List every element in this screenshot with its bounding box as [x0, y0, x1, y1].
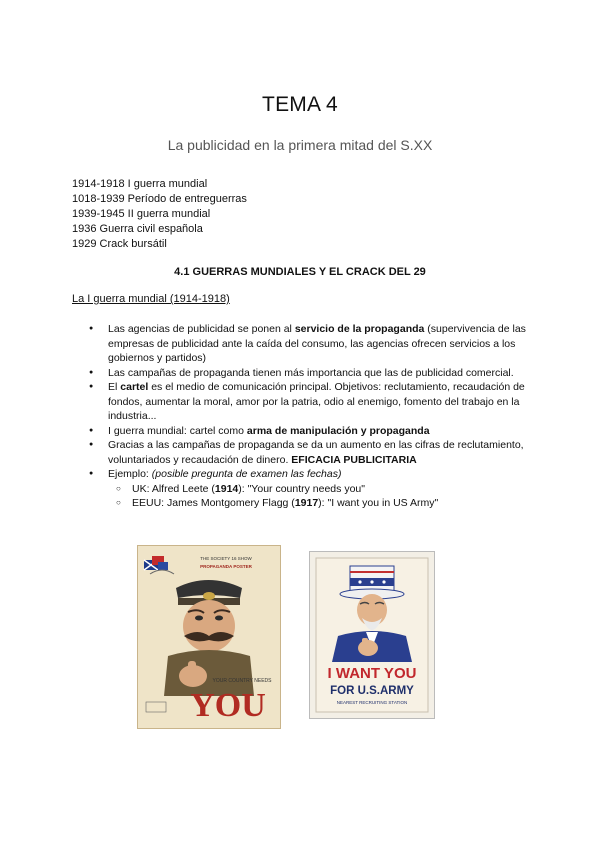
sub-bullet-text: UK: Alfred Leete ( [132, 482, 215, 495]
bullet-italic: (posible pregunta de examen las fechas) [151, 468, 342, 480]
sub-bullet-list [108, 482, 532, 511]
poster-us-line2: FOR U.S.ARMY [330, 685, 414, 697]
poster-us-line3: NEAREST RECRUITING STATION [336, 700, 408, 705]
bullet-text: I guerra mundial: cartel como [108, 424, 247, 437]
bullet-bold: EFICACIA PUBLICITARIA [291, 453, 417, 466]
page-subtitle: La publicidad en la primera mitad del S.XX [167, 137, 433, 153]
sub-bullet-item [108, 496, 532, 511]
poster-us-line1: I WANT YOU [327, 665, 417, 682]
bullet-text: Gracias a las campañas de propaganda se da un aumento en las cifras de reclutamiento, voluntariados y recaudación de dinero. [108, 439, 524, 466]
section-heading: 4.1 GUERRAS MUNDIALES Y EL CRACK DEL 29 [174, 266, 426, 278]
bullet-text: Las agencias de publicidad se ponen al [108, 323, 295, 335]
poster-uk-topline1: THE SOCIETY 16 SHOW [200, 556, 252, 561]
bullet-text: El [108, 381, 121, 393]
bullet-text: (supervivencia de las empresas de publicidad ante la caída del consumo, las agencias ofrecen servicios a los gobiernos y partidos) [108, 323, 526, 364]
bullet-item [72, 366, 532, 381]
timeline-item: 1914-1918 I guerra mundial [72, 178, 208, 190]
timeline-item: 1939-1945 II guerra mundial [72, 208, 211, 220]
kitchener-poster-art [138, 546, 280, 728]
poster-uk-topline2: PROPAGANDA POSTER [200, 564, 252, 569]
bullet-item [72, 438, 532, 467]
bullet-item [72, 424, 532, 439]
uncle-sam-poster-image [309, 551, 435, 719]
bullet-text: Las campañas de propaganda tienen más importancia que las de publicidad comercial. [108, 366, 514, 379]
bullet-bold: cartel [120, 381, 149, 393]
bullet-item [72, 380, 532, 424]
bullet-list [72, 322, 532, 511]
sub-bullet-text: ): "Your country needs you" [238, 482, 365, 495]
bullet-text: Ejemplo: [108, 468, 152, 480]
sub-bullet-bold: 1917 [294, 497, 319, 509]
timeline-item: 1936 Guerra civil española [72, 223, 203, 235]
timeline-list [72, 177, 247, 252]
timeline-item: 1018-1939 Período de entreguerras [72, 193, 247, 205]
sub-bullet-text: EEUU: James Montgomery Flagg ( [132, 497, 295, 509]
bullet-item [72, 467, 532, 511]
poster-uk-big-word: YOU [190, 687, 266, 724]
page-title: TEMA 4 [262, 93, 338, 116]
subheading: La I guerra mundial (1914-1918) [72, 293, 230, 305]
sub-bullet-bold: 1914 [214, 482, 239, 495]
bullet-bold: servicio de la propaganda [294, 323, 425, 335]
poster-uk-caption: YOUR COUNTRY NEEDS [212, 678, 272, 684]
sub-bullet-item [108, 482, 532, 497]
bullet-item [72, 322, 532, 366]
uncle-sam-poster-art [310, 552, 434, 718]
bullet-bold: arma de manipulación y propaganda [246, 424, 430, 437]
kitchener-poster-image [137, 545, 281, 729]
bullet-text: es el medio de comunicación principal. Objetivos: reclutamiento, recaudación de fondos, aumentar la moral, amor por la patria, odio al enemigo, fomento del trabajo en la industria... [108, 381, 525, 422]
timeline-item: 1929 Crack bursátil [72, 238, 167, 250]
sub-bullet-text: ): "I want you in US Army" [318, 497, 439, 509]
